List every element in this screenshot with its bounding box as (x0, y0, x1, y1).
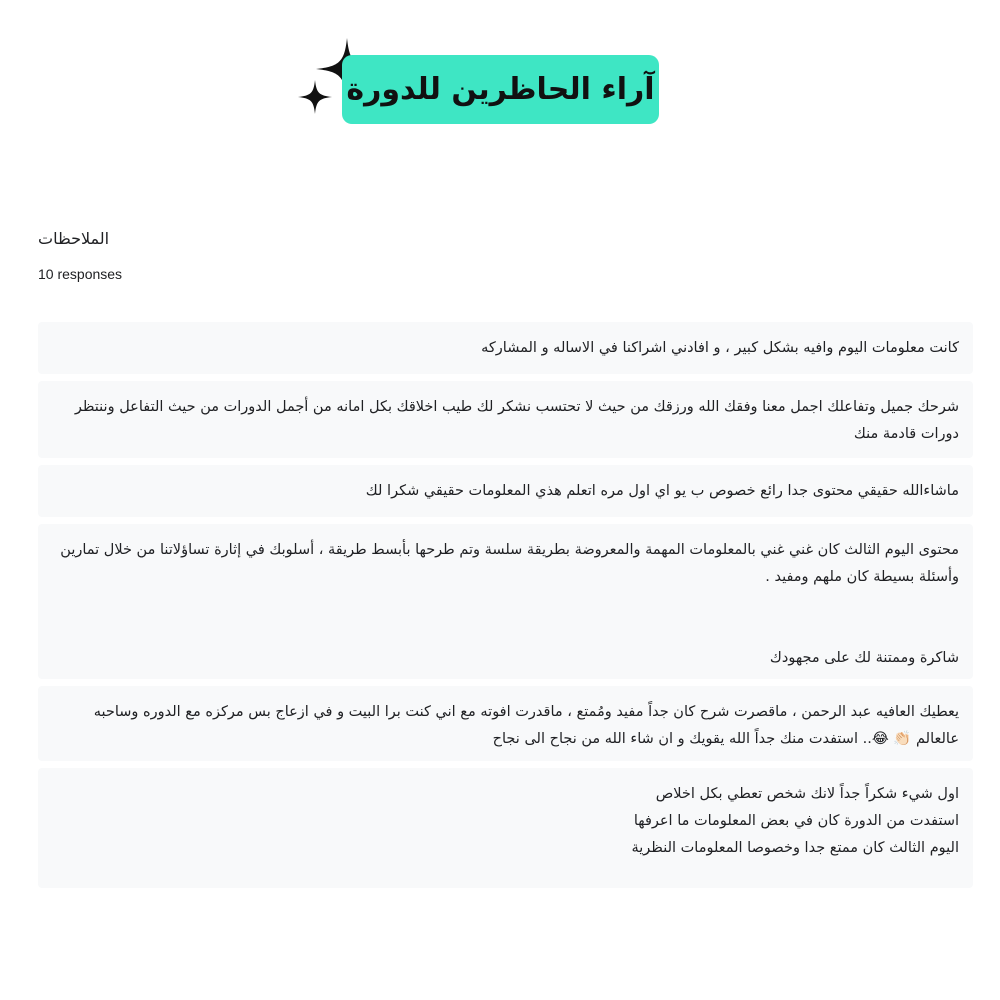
response-item: محتوى اليوم الثالث كان غني غني بالمعلومات المهمة والمعروضة بطريقة سلسة وتم طرحها بأبسط طريقة ، أسلوبك في إثارة تساؤلاتنا من خلال تمارين وأسئلة بسيطة كان ملهم ومفيد . شاكرة وممتنة لك على مجهودك (38, 524, 973, 679)
response-item: يعطيك العافيه عبد الرحمن ، ماقصرت شرح كان جداً مفيد ومُمتع ، ماقدرت افوته مع اني كنت برا البيت و في ازعاج بس مركزه مع الدوره وساحبه عالعالم 👏🏻 😂.. استفدت منك جداً الله يقويك و ان شاء الله من نجاح الى نجاح (38, 686, 973, 761)
response-item: كانت معلومات اليوم وافيه بشكل كبير ، و افادني اشراكنا في الاساله و المشاركه (38, 322, 973, 374)
sparkle-icon (298, 80, 332, 114)
banner (298, 38, 678, 138)
responses-count: 10 responses (38, 266, 123, 282)
question-title: الملاحظات (38, 229, 110, 248)
response-item: اول شيء شكراً جداً لانك شخص تعطي بكل اخلاص استفدت من الدورة كان في بعض المعلومات ما اعرفها اليوم الثالث كان ممتع جدا وخصوصا المعلومات النظرية (38, 768, 973, 888)
response-item: شرحك جميل وتفاعلك اجمل معنا وفقك الله ورزقك من حيث لا تحتسب نشكر لك طيب اخلاقك بكل امانه من أجمل الدورات من حيث التفاعل وننتظر دورات قادمة منك (38, 381, 973, 458)
responses-list[interactable] (38, 322, 973, 856)
banner-title: آراء الحاظرين للدورة (342, 55, 659, 124)
response-item: ماشاءالله حقيقي محتوى جدا رائع خصوص ب يو اي اول مره اتعلم هذي المعلومات حقيقي شكرا لك (38, 465, 973, 517)
